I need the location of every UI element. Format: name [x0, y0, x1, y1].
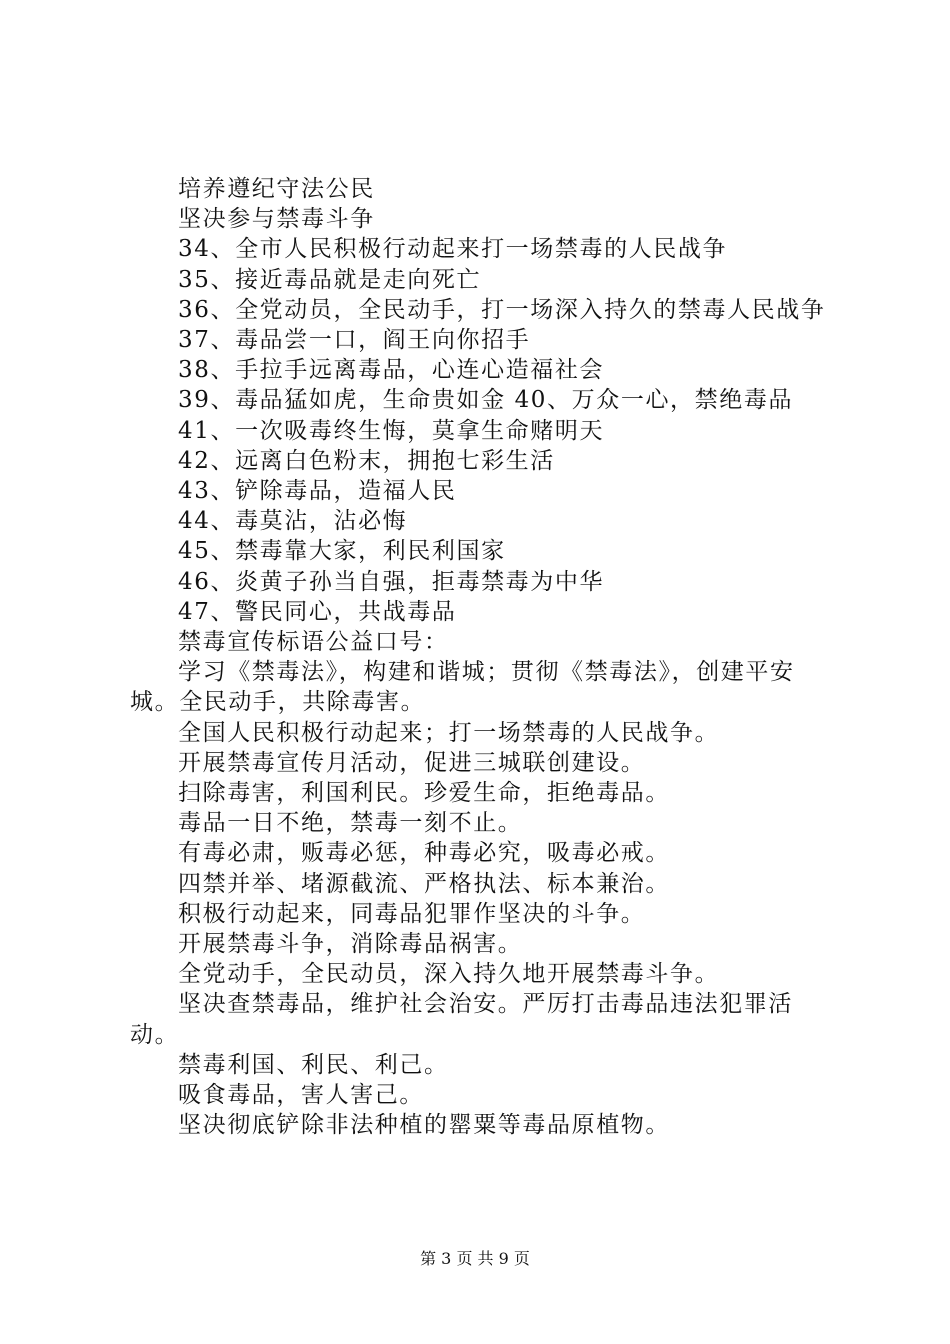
text-line: 坚决查禁毒品，维护社会治安。严厉打击毒品违法犯罪活动。	[130, 991, 793, 1048]
text-line: 坚决参与禁毒斗争	[178, 206, 375, 233]
section-heading: 禁毒宣传标语公益口号：	[178, 629, 449, 656]
text-line: 44、毒莫沾，沾必悔	[178, 508, 408, 535]
text-line: 学习《禁毒法》，构建和谐城；贯彻《禁毒法》，创建平安城。全民动手，共除毒害。	[130, 659, 795, 716]
text-line: 坚决彻底铲除非法种植的罂粟等毒品原植物。	[178, 1112, 670, 1139]
text-line: 39、毒品猛如虎，生命贵如金 40、万众一心，禁绝毒品	[178, 387, 794, 414]
text-line: 46、炎黄子孙当自强，拒毒禁毒为中华	[178, 568, 605, 595]
page-number-footer: 第 3 页 共 9 页	[420, 1249, 530, 1268]
text-line: 45、禁毒靠大家，利民利国家	[178, 538, 506, 565]
text-line: 开展禁毒斗争，消除毒品祸害。	[178, 931, 523, 958]
text-line: 43、铲除毒品，造福人民	[178, 478, 457, 505]
text-line: 吸食毒品，害人害己。	[178, 1082, 424, 1109]
text-line: 35、接近毒品就是走向死亡	[178, 266, 482, 293]
text-line: 禁毒利国、利民、利己。	[178, 1051, 449, 1078]
text-line: 培养遵纪守法公民	[178, 176, 375, 202]
text-line: 37、毒品尝一口，阎王向你招手	[178, 327, 531, 354]
text-line: 34、全市人民积极行动起来打一场禁毒的人民战争	[178, 236, 728, 263]
text-line: 扫除毒害，利国利民。珍爱生命，拒绝毒品。	[178, 780, 670, 807]
text-line: 开展禁毒宣传月活动，促进三城联创建设。	[178, 749, 646, 776]
text-line: 有毒必肃，贩毒必惩，种毒必究，吸毒必戒。	[178, 840, 670, 867]
text-line: 积极行动起来，同毒品犯罪作坚决的斗争。	[178, 900, 646, 927]
text-line: 36、全党动员，全民动手，打一场深入持久的禁毒人民战争	[178, 296, 826, 323]
text-line: 38、手拉手远离毒品，心连心造福社会	[178, 357, 605, 384]
text-line: 42、远离白色粉末，拥抱七彩生活	[178, 447, 555, 474]
document-body	[130, 174, 830, 1141]
text-line: 四禁并举、堵源截流、严格执法、标本兼治。	[178, 870, 670, 897]
text-line: 47、警民同心，共战毒品	[178, 598, 457, 625]
text-line: 毒品一日不绝，禁毒一刻不止。	[178, 810, 523, 837]
text-line: 全国人民积极行动起来；打一场禁毒的人民战争。	[178, 719, 720, 746]
text-line: 41、一次吸毒终生悔，莫拿生命赌明天	[178, 417, 605, 444]
text-line: 全党动手，全民动员，深入持久地开展禁毒斗争。	[178, 961, 720, 988]
